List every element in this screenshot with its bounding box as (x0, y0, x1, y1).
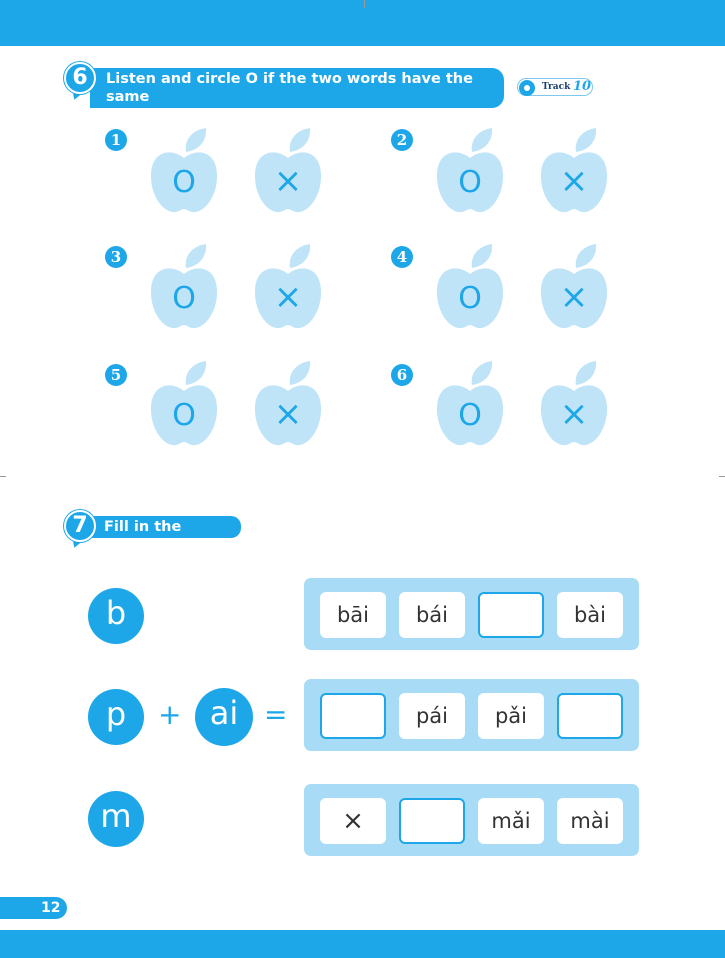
different-tone-apple[interactable] (254, 128, 322, 216)
apple-leaf-icon (186, 128, 206, 152)
apple-leaf-icon (576, 361, 596, 385)
cross-mark: × (559, 161, 589, 201)
section-instruction: Fill in the blanks. (90, 516, 241, 538)
audio-track-button[interactable] (517, 78, 593, 96)
circle-mark: O (172, 165, 196, 200)
same-tone-apple[interactable] (436, 361, 504, 449)
initial-circle: b (88, 588, 144, 644)
same-tone-apple[interactable] (436, 244, 504, 332)
final-circle: ai (195, 688, 253, 746)
apple-leaf-icon (290, 128, 310, 152)
syllable-cell: bāi (320, 592, 386, 638)
apple-leaf-icon (290, 244, 310, 268)
blank-cell[interactable] (399, 798, 465, 844)
syllable-cell: pǎi (478, 693, 544, 739)
same-tone-apple[interactable] (150, 128, 218, 216)
question-number: 2 (391, 129, 413, 151)
apple-leaf-icon (472, 361, 492, 385)
different-tone-apple[interactable] (540, 128, 608, 216)
same-tone-apple[interactable] (150, 244, 218, 332)
syllable-cell: mài (557, 798, 623, 844)
apple-leaf-icon (290, 361, 310, 385)
syllable-row (304, 679, 639, 751)
question-number: 1 (105, 129, 127, 151)
crop-mark (364, 0, 365, 8)
same-tone-apple[interactable] (436, 128, 504, 216)
syllable-cell: bài (557, 592, 623, 638)
apple-leaf-icon (472, 128, 492, 152)
equals-sign: = (264, 698, 288, 731)
syllable-row (304, 784, 639, 856)
cross-mark: × (273, 394, 303, 434)
question-number: 5 (105, 364, 127, 386)
initial-circle: m (88, 791, 144, 847)
different-tone-apple[interactable] (254, 244, 322, 332)
crop-mark (719, 476, 725, 477)
instruction-line-2: tone. Circle × if they are different. (106, 107, 389, 123)
cross-mark: × (273, 161, 303, 201)
apple-leaf-icon (186, 244, 206, 268)
cross-mark: × (559, 277, 589, 317)
circle-mark: O (172, 398, 196, 433)
cross-mark: × (273, 277, 303, 317)
top-banner (0, 0, 725, 46)
crop-mark (0, 476, 6, 477)
bottom-banner (0, 930, 725, 958)
apple-leaf-icon (186, 361, 206, 385)
syllable-cell: pái (399, 693, 465, 739)
circle-mark: O (458, 281, 482, 316)
plus-sign: + (158, 698, 182, 731)
question-number: 3 (105, 246, 127, 268)
apple-leaf-icon (472, 244, 492, 268)
question-number: 6 (391, 364, 413, 386)
question-number: 4 (391, 246, 413, 268)
cross-mark: × (559, 394, 589, 434)
different-tone-apple[interactable] (540, 244, 608, 332)
section-number-badge: 6 (64, 62, 96, 94)
blank-cell[interactable] (320, 693, 386, 739)
instruction-line-1: Listen and circle O if the two words have the same (106, 71, 473, 105)
different-tone-apple[interactable] (540, 361, 608, 449)
track-number: 10 (573, 79, 592, 94)
cd-icon (519, 80, 535, 96)
syllable-cell: bái (399, 592, 465, 638)
apple-leaf-icon (576, 128, 596, 152)
different-tone-apple[interactable] (254, 361, 322, 449)
section-number-badge: 7 (64, 510, 96, 542)
circle-mark: O (458, 398, 482, 433)
circle-mark: O (172, 281, 196, 316)
circle-mark: O (458, 165, 482, 200)
page-number: 12 (0, 897, 67, 919)
blank-cell[interactable] (478, 592, 544, 638)
blank-cell[interactable] (557, 693, 623, 739)
section-instruction (90, 68, 504, 123)
syllable-cell: mǎi (478, 798, 544, 844)
initial-circle: p (88, 689, 144, 745)
track-label: Track (542, 82, 571, 92)
apple-leaf-icon (576, 244, 596, 268)
syllable-row (304, 578, 639, 650)
same-tone-apple[interactable] (150, 361, 218, 449)
no-syllable-mark: × (320, 798, 386, 844)
